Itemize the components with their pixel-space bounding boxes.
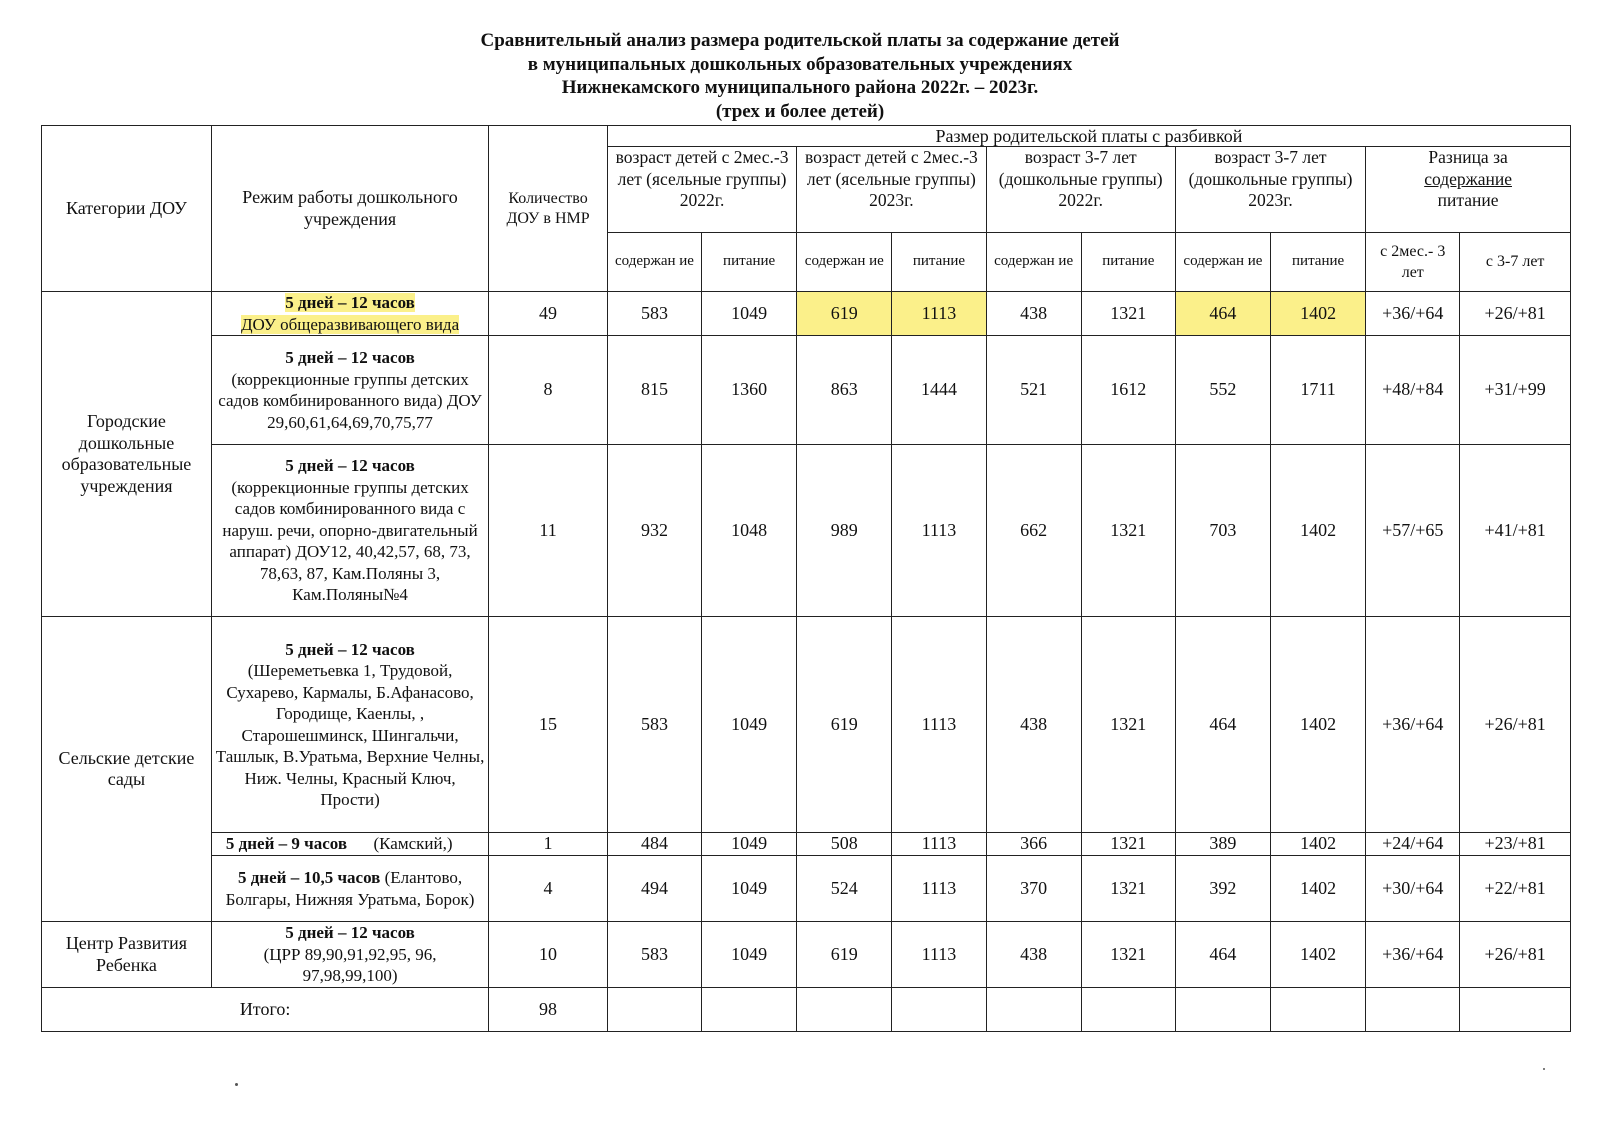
mode-cell	[211, 922, 488, 988]
mode-head: 5 дней – 12 часов	[285, 348, 415, 367]
header-group-nursery-2023: возраст детей с 2мес.-3 лет (ясельные группы) 2023г.	[797, 147, 986, 233]
value-cell: 1049	[702, 833, 797, 856]
value-cell: 552	[1175, 336, 1270, 445]
value-cell: 1321	[1081, 856, 1175, 922]
value-cell: 1049	[702, 922, 797, 988]
sub-food: питание	[1081, 233, 1175, 292]
sub-food: питание	[702, 233, 797, 292]
mode-text: (Шереметьевка 1, Трудовой, Сухарево, Кармалы, Б.Афанасово, Городище, Каенлы, , Старошешминск, Шингальчи, Ташлык, В.Уратьма, Верхние Челны, Ниж. Челны, Красный Ключ, Прости)	[215, 661, 485, 809]
sub-diff-nursery: с 2мес.- 3 лет	[1366, 233, 1460, 292]
mode-text: (Елантово, Болгары, Нижняя Уратьма, Борок)	[225, 868, 475, 909]
value-cell: 1612	[1081, 336, 1175, 445]
mode-head: 5 дней – 12 часов	[285, 639, 415, 659]
value-cell: 863	[797, 336, 892, 445]
title-line-4: (трех и более детей)	[715, 100, 885, 122]
title-line-2: в муниципальных дошкольных образовательных учреждениях	[527, 53, 1073, 75]
value-cell: 815	[607, 336, 701, 445]
value-cell: 1402	[1271, 856, 1366, 922]
value-cell: 1113	[892, 922, 986, 988]
mode-head: 5 дней – 9 часов	[225, 834, 347, 854]
mode-cell	[211, 292, 488, 336]
mode-text: ДОУ общеразвивающего вида	[240, 314, 460, 334]
sub-diff-preschool: с 3-7 лет	[1460, 233, 1571, 292]
value-cell: 1321	[1081, 922, 1175, 988]
table-row	[42, 292, 1571, 336]
diff-cell: +22/+81	[1460, 856, 1571, 922]
total-value: 98	[489, 988, 608, 1032]
header-diff-underline: содержание	[1424, 168, 1512, 189]
sub-content: содержан ие	[607, 233, 701, 292]
diff-cell: +26/+81	[1460, 617, 1571, 833]
header-group-preschool-2023: возраст 3-7 лет (дошкольные группы) 2023г.	[1175, 147, 1365, 233]
value-cell: 1049	[702, 856, 797, 922]
value-cell: 989	[797, 445, 892, 617]
value-cell: 484	[607, 833, 701, 856]
table-row	[42, 336, 1571, 445]
diff-cell: +36/+64	[1366, 922, 1460, 988]
document-title	[0, 29, 1600, 123]
value-cell: 508	[797, 833, 892, 856]
mode-text: (Камский,)	[373, 834, 453, 854]
value-cell: 583	[607, 922, 701, 988]
value-cell: 1113	[892, 833, 986, 856]
value-cell: 438	[986, 617, 1081, 833]
value-cell-highlighted: 1113	[892, 292, 986, 336]
sub-content: содержан ие	[1175, 233, 1270, 292]
mode-cell	[211, 833, 488, 856]
count-cell: 49	[489, 292, 608, 336]
value-cell: 1402	[1271, 445, 1366, 617]
value-cell: 464	[1175, 922, 1270, 988]
header-mode: Режим работы дошкольного учреждения	[211, 126, 488, 292]
value-cell: 583	[607, 617, 701, 833]
count-cell: 8	[489, 336, 608, 445]
count-cell: 10	[489, 922, 608, 988]
diff-cell: +36/+64	[1366, 617, 1460, 833]
value-cell: 1321	[1081, 445, 1175, 617]
sub-food: питание	[1271, 233, 1366, 292]
value-cell-highlighted: 619	[797, 292, 892, 336]
mode-head: 5 дней – 12 часов	[285, 456, 415, 476]
header-fee-group: Размер родительской платы с разбивкой	[607, 126, 1570, 147]
scan-speck	[1543, 1068, 1545, 1070]
title-line-1: Сравнительный анализ размера родительской платы за содержание детей	[480, 30, 1120, 51]
table-row	[42, 445, 1571, 617]
header-group-preschool-2022: возраст 3-7 лет (дошкольные группы) 2022г.	[986, 147, 1175, 233]
value-cell: 1402	[1271, 833, 1366, 856]
header-difference	[1366, 147, 1571, 233]
fee-comparison-table	[41, 125, 1571, 1032]
value-cell: 583	[607, 292, 701, 336]
value-cell: 619	[797, 617, 892, 833]
value-cell: 438	[986, 922, 1081, 988]
section-urban: Городские дошкольные образовательные учреждения	[42, 292, 212, 617]
header-diff-pre: Разница за	[1428, 147, 1508, 167]
sub-content: содержан ие	[986, 233, 1081, 292]
diff-cell: +57/+65	[1366, 445, 1460, 617]
value-cell: 464	[1175, 617, 1270, 833]
value-cell: 703	[1175, 445, 1270, 617]
diff-cell: +26/+81	[1460, 292, 1571, 336]
diff-cell: +24/+64	[1366, 833, 1460, 856]
diff-cell: +23/+81	[1460, 833, 1571, 856]
value-cell: 932	[607, 445, 701, 617]
value-cell: 1444	[892, 336, 986, 445]
diff-cell: +48/+84	[1366, 336, 1460, 445]
value-cell: 662	[986, 445, 1081, 617]
section-rural: Сельские детские сады	[42, 617, 212, 922]
count-cell: 1	[489, 833, 608, 856]
table-row	[42, 617, 1571, 833]
value-cell: 366	[986, 833, 1081, 856]
mode-cell	[211, 445, 488, 617]
sub-content: содержан ие	[797, 233, 892, 292]
diff-cell: +31/+99	[1460, 336, 1571, 445]
mode-text: (ЦРР 89,90,91,92,95, 96, 97,98,99,100)	[263, 944, 437, 986]
value-cell: 494	[607, 856, 701, 922]
total-row	[42, 988, 1571, 1032]
count-cell: 15	[489, 617, 608, 833]
mode-text: (коррекционные группы детских садов комбинированного вида) ДОУ 29,60,61,64,69,70,75,77	[218, 369, 482, 432]
value-cell: 1113	[892, 445, 986, 617]
value-cell: 389	[1175, 833, 1270, 856]
value-cell: 1049	[702, 292, 797, 336]
value-cell: 1402	[1271, 922, 1366, 988]
header-group-nursery-2022: возраст детей с 2мес.-3 лет (ясельные группы) 2022г.	[607, 147, 796, 233]
diff-cell: +30/+64	[1366, 856, 1460, 922]
mode-cell	[211, 856, 488, 922]
value-cell: 1049	[702, 617, 797, 833]
count-cell: 11	[489, 445, 608, 617]
header-diff-post: питание	[1437, 190, 1499, 210]
scan-speck	[235, 1083, 238, 1086]
header-count: Количество ДОУ в НМР	[489, 126, 608, 292]
diff-cell: +41/+81	[1460, 445, 1571, 617]
value-cell: 438	[986, 292, 1081, 336]
value-cell: 1711	[1271, 336, 1366, 445]
value-cell: 1402	[1271, 617, 1366, 833]
mode-head: 5 дней – 12 часов	[285, 293, 415, 312]
table-row	[42, 922, 1571, 988]
mode-cell	[211, 617, 488, 833]
count-cell: 4	[489, 856, 608, 922]
value-cell: 619	[797, 922, 892, 988]
mode-head: 5 дней – 12 часов	[285, 923, 415, 943]
value-cell: 1113	[892, 856, 986, 922]
value-cell: 370	[986, 856, 1081, 922]
value-cell: 1360	[702, 336, 797, 445]
mode-text: (коррекционные группы детских садов комбинированного вида с наруш. речи, опорно-двигательный аппарат) ДОУ12, 40,42,57, 68, 73, 78,63, 87, Кам.Поляны 3, Кам.Поляны№4	[222, 477, 478, 605]
value-cell: 1321	[1081, 833, 1175, 856]
value-cell: 392	[1175, 856, 1270, 922]
table-row	[42, 856, 1571, 922]
value-cell: 1321	[1081, 292, 1175, 336]
title-line-3: Нижнекамского муниципального района 2022г. – 2023г.	[561, 77, 1039, 98]
sub-food: питание	[892, 233, 986, 292]
header-categories: Категории ДОУ	[42, 126, 212, 292]
value-cell-highlighted: 464	[1175, 292, 1270, 336]
value-cell: 524	[797, 856, 892, 922]
value-cell: 521	[986, 336, 1081, 445]
diff-cell: +26/+81	[1460, 922, 1571, 988]
total-label: Итого:	[42, 988, 489, 1032]
value-cell-highlighted: 1402	[1271, 292, 1366, 336]
section-center: Центр Развития Ребенка	[42, 922, 212, 988]
value-cell: 1321	[1081, 617, 1175, 833]
mode-cell	[211, 336, 488, 445]
value-cell: 1048	[702, 445, 797, 617]
diff-cell: +36/+64	[1366, 292, 1460, 336]
value-cell: 1113	[892, 617, 986, 833]
mode-head: 5 дней – 10,5 часов	[237, 868, 381, 887]
table-row	[42, 833, 1571, 856]
